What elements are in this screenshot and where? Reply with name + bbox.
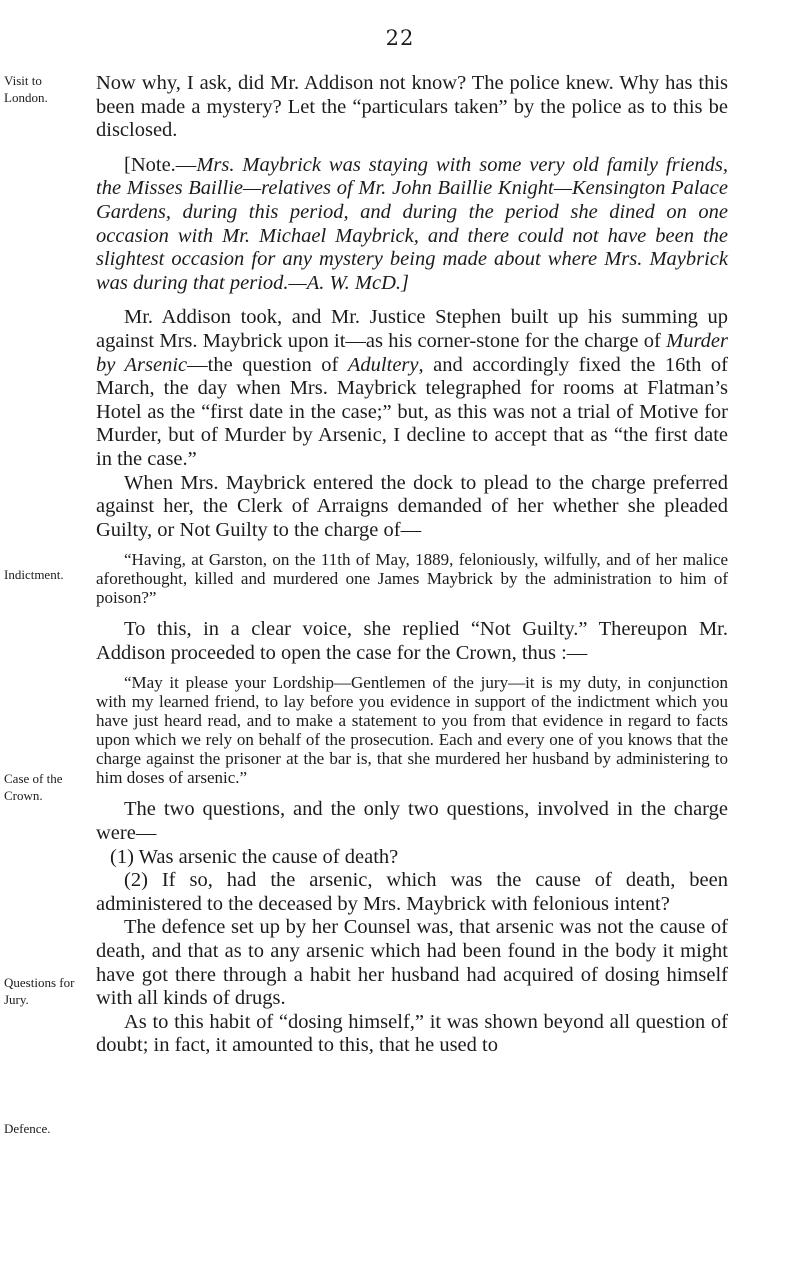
- summing-up-text-2: —the question of: [187, 353, 348, 376]
- paragraph-dosing: As to this habit of “dosing himself,” it was shown beyond all question of doubt; in fact, it amounted to this, that he used to: [96, 1010, 728, 1057]
- margin-note-indictment: Indictment.: [4, 567, 64, 582]
- editor-note: [96, 154, 728, 296]
- paragraph-opening: To this, in a clear voice, she replied “Not Guilty.” Thereupon Mr. Addison proceeded to open the case for the Crown, thus :—: [96, 618, 728, 664]
- paragraph-plea: When Mrs. Maybrick entered the dock to plead to the charge preferred against her, the Clerk of Arraigns demanded of her whether she pleaded Guilty, or Not Guilty to the charge of—: [96, 471, 728, 541]
- summing-up-italic-1: Murder by Arsenic: [96, 329, 728, 376]
- question-one: (1) Was arsenic the cause of death?: [110, 845, 399, 868]
- paragraph-questions: The two questions, and the only two questions, involved in the charge were—: [96, 798, 728, 845]
- note-text: Mrs. Maybrick was staying with some very old family friends, the Misses Baillie—relatives of Mr. John Baillie Knight—Kensington Palace Gardens, during this period, and during the period she dined on one occasion with Mr. Michael Maybrick, and there could not have been the slightest occasion for any mystery being made about where Mrs. Maybrick was during that period.—A. W. McD.]: [96, 153, 728, 294]
- page-number: 22: [385, 26, 415, 50]
- margin-note-visit: Visit to London.: [4, 73, 48, 105]
- margin-note-defence: Defence.: [4, 1121, 51, 1136]
- paragraph-defence: The defence set up by her Counsel was, that arsenic was not the cause of death, and that as to any arsenic which had been found in the body it might have got there through a habit her husband had acquired of dosing himself with all kinds of drugs.: [96, 916, 728, 1010]
- quote-indictment: “Having, at Garston, on the 11th of May, 1889, feloniously, wilfully, and of her malice aforethought, killed and murdered one James Maybrick by the administration to him of poison?”: [96, 550, 728, 608]
- margin-note-case-crown: Case of the Crown.: [4, 771, 63, 803]
- paragraph-intro: Now why, I ask, did Mr. Addison not know? The police knew. Why has this been made a mystery? Let the “particulars taken” by the police as to this be disclosed.: [96, 72, 728, 142]
- question-two: (2) If so, had the arsenic, which was the cause of death, been administered to the deceased by Mrs. Maybrick with felonious intent?: [96, 869, 728, 915]
- summing-up-text-1: Mr. Addison took, and Mr. Justice Stephen built up his summing up against Mrs. Maybrick upon it—as his corner-stone for the charge of: [96, 306, 728, 352]
- summing-up-text-3: , and accordingly fixed the 16th of March, the day when Mrs. Maybrick telegraphed for rooms at Flatman’s Hotel as the “first date in the case;” but, as this was not a trial of Motive for Murder, but of Murder by Arsenic, I decline to accept that as “the first date in the case.”: [96, 353, 728, 470]
- margin-note-questions: Questions for Jury.: [4, 975, 75, 1007]
- quote-opening-speech: “May it please your Lordship—Gentlemen of the jury—it is my duty, in conjunction with my learned friend, to lay before you evidence in support of the indictment which you have just heard read, and to make a statement to you from that evidence in regard to facts upon which we rely on behalf of the prosecution. Each and every one of you knows that the charge against the prisoner at the bar is, that she murdered her husband by administering to him doses of arsenic.”: [96, 673, 728, 788]
- summing-up-italic-2: Adultery: [347, 353, 419, 376]
- paragraph-summing-up: [96, 306, 728, 471]
- note-lead: [Note.—: [124, 153, 197, 176]
- body-text: [96, 72, 728, 1058]
